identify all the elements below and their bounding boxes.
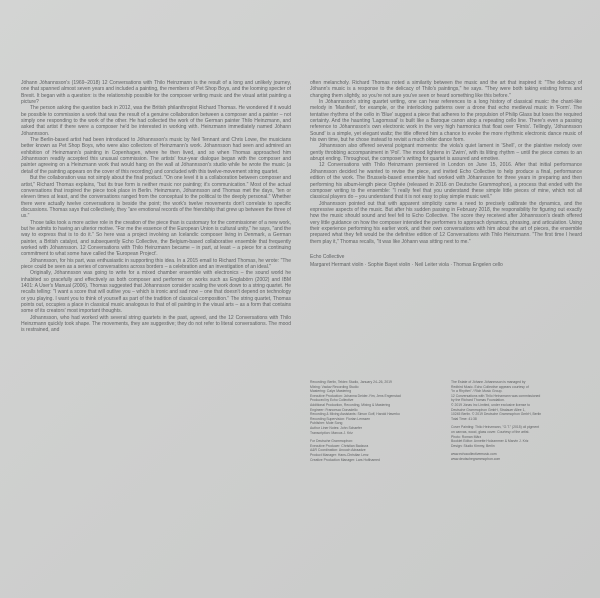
essay-left-column (21, 80, 291, 334)
credit-line: Mixing: Vaclav Recording Studio (310, 384, 359, 389)
credit-line: Publisher: Mute Song (310, 421, 343, 426)
credit-line: For Deutsche Grammophon: (310, 439, 353, 444)
credit-line: Recording & Mixing Assistants: Simon Goff, Harold Haverko (310, 412, 400, 417)
credit-line: Creative Production Manager: Lars Holthamed (310, 457, 380, 462)
credit-line: Photo: Roman März (451, 434, 482, 439)
ensemble-members: Margaret Hermant violin · Sophie Bayet violin · Neil Leiter viola · Thomas Engelen cello (310, 261, 503, 268)
essay-paragraph: The Berlin-based artist had been introduced to Jóhannsson's music by Neil Tennant and Chris Lowe, the musicians better known as Pet Shop Boys, who were also collectors of Heinzmann's work. Jóhannsson had seen and admired an exhibition of Heinzmann's painting in Copenhagen, where he then lived, and so when Thomas approached him Jóhannsson readily accepted this unusual commission. The artists' four-year dialogue began with the composer and painter agreeing on a Heinzmann work that would hang on the wall at Jóhannsson's studio while he wrote the music (a detail of the painting appears on the cover of this recording) and concluded with this twelve-movement string quartet. (21, 137, 291, 175)
essay-right-column (310, 80, 582, 269)
credit-line: Produced by Echo Collective (310, 398, 354, 403)
credit-line: A&R Coordination: Anouch Adraadze (310, 448, 366, 453)
credit-line: Transcription: Marcus J. Kriz (310, 430, 353, 435)
credit-line: Redbird Music. Echo Collective appears courtesy of (451, 384, 529, 389)
credit-line: Additional Production, Recording, Mixing & Mastering (310, 402, 391, 407)
credit-line: Mastering: Calyx Mastering (310, 389, 352, 394)
credit-line: Author Liner Notes: John Schaefer (310, 425, 363, 430)
essay-paragraph: Originally, Jóhannsson was going to write for a mixed chamber ensemble with electronics – the sound world he inhabited so gracefully and effectively as both composer and performer on works such as Englabörn (2002) and IBM 1401: A User's Manual (2006). Thomas suggested that Jóhannsson consider scaling the work down to a string quartet. He recalls telling: "I want a score that will outlive you – which is ironic and sad now – one that doesn't depend on technology or you playing. I want you to think of yourself as part of the tradition of classical composition." The string quartet, Thomas points out, occupies a place in classical music analogous to that of oil painting in the visual arts – as a form that contains some of its creators' most important thoughts. (21, 270, 291, 315)
credit-line: Recording: Berlin, Teldex Studio, January 24–26, 2019 (310, 380, 392, 384)
credit-line: "In a Rhythm" / Rich Music Group. (451, 389, 503, 394)
credit-line: Design: Studio Kimmy, Berlin (451, 443, 495, 448)
ensemble-name: Echo Collective (310, 253, 345, 260)
credit-line: Executive Producer: Christian Badzura (310, 443, 369, 448)
credit-line: by the Richard Thomas Foundation. (451, 398, 505, 403)
credits-left-column (310, 380, 441, 462)
ensemble-block (310, 254, 582, 269)
credit-line: Engineer: Francesco Donadello (310, 407, 358, 412)
website-link-echo[interactable]: www.echocollectivemusic.com (451, 452, 497, 457)
credit-line: Booklet Editor: Annette Holzammer & Marvin J. Kriz (451, 439, 529, 444)
credit-line: Recording Supervision: Florian Lenssen (310, 416, 371, 421)
website-link-dg[interactable]: www.deutschegrammophon.com (451, 456, 501, 461)
essay-paragraph: The person asking the question back in 2012, was the British philanthropist Richard Thomas. He wondered if it would be possible to commission a work that was the result of a genuine collaboration between a composer and a painter – not simply one responding to the work of the other. He had collected the work of the German painter Thilo Heinzmann, and asked that artist if there were a composer he'd be interested in working with. Heinzmann immediately named Jóhann Jóhannsson. (21, 105, 291, 137)
credits-right-column (451, 380, 582, 462)
essay-paragraph: Those talks took a more active role in the creation of the piece than is customary for the commissioner of a new work, but he admits to having an ulterior motive. "For me the essence of the European Union is cultural unity," he says, "and the way to express that is to do it." So here was a project involving an Icelandic composer living in Denmark, a German painter, a British catalyst, and subsequently Echo Collective, the Belgium-based collaborative ensemble that frequently worked with Jóhannsson. 12 Conversations with Thilo Heinzmann became – in part, at least – a piece for a continuing commitment to what some have called the 'European Project'. (21, 219, 291, 258)
credit-line: Executive Production: Johanna Deider-Yim, Jens Engenstad (310, 393, 401, 398)
essay-paragraph: 12 Conversations with Thilo Heinzmann premiered in London on June 15, 2016. After that initial performance Jóhannsson decided he wanted to revise the piece, and invited Echo Collective to help produce a final, performance edition of the work. The Brussels-based ensemble had worked with Jóhannsson for three years in preparing and then performing his album-length piece Orphée (released in 2016 on Deutsche Grammophon), a process that ended with the composer writing to the ensemble: "I really feel that you understand these simple little pieces of mine, which not all classical players do – you understand that it is not easy to play simple music well." (310, 162, 582, 201)
essay-paragraph: Jóhannsson, who had worked with several string quartets in the past, agreed, and the 12 Conversations with Thilo Heinzmann quickly took shape. The movements, they are suggestive; they do not refer to literal conversations. The mood is restrained, and (21, 314, 291, 334)
credit-line: 10245 Berlin. © 2019 Deutsche Grammophon GmbH, Berlin (451, 412, 542, 417)
essay-paragraph: In Jóhannsson's string quartet writing, one can hear references to a long history of classical music: the chant-like melody in 'Manifest', for example, or the interlocking patterns over a drone that echo medieval music in 'Form'. The tentative rhythms of the cello in 'Blue' suggest a piece that adheres to the propulsion of Philip Glass but loses the required certainty. And the haunting 'Lagomssal' is built like a Baroque canon atop a repeating cello line. There's even a passing reference to Jóhannsson's own electronic work in the very high harmonics that float over 'Firnis'. Tellingly, 'Jóhannsson Sound' is a simple, yet elegant waltz; the title offered him a chance to evoke the more rhythmic electronic dance music of his own time, but he chose instead to revisit a much older dance form. (310, 99, 582, 144)
credit-line: Total Time: 41:38 (451, 416, 477, 421)
essay-paragraph: Jóhannsson pointed out that with apparent simplicity came a need to precisely calibrate the dynamics, and the expressive aspects of the music. But after his sudden passing in February 2018, the responsibility for figuring out exactly how the music should sound and feel fell to Echo Collective. The score they received after Jóhannsson's death offered very little guidance on how the composer intended the performers to approach dynamics, phrasing, and articulation. Using their experience performing his earlier work, and their own conversations with him about the art of pieces, the ensemble prepared what they felt would be the definitive edition of 12 Conversations with Thilo Heinzmann. "The first time I heard them play it," Thomas recalls, "it was like Jóhann was sitting next to me." (310, 200, 582, 245)
credit-line: on canvas, wood, glass cover. Courtesy of the artist. (451, 429, 530, 434)
credits-block (310, 380, 582, 462)
essay-paragraph: Jóhann Jóhannsson's (1969–2018) 12 Conversations with Thilo Heinzmann is the result of a long and unlikely journey, one that spanned almost seven years and included a painting, the members of Pet Shop Boys, and the looming specter of Brexit. It began with a question: is the relationship possible for the composer writing music and the visual artist painting a picture? (21, 80, 291, 106)
credit-line: 12 Conversations with Thilo Heinzmann was commissioned (451, 393, 541, 398)
credit-line: Cover Painting: Thilo Heinzmann, "O.T." (2015) oil pigment (451, 425, 540, 430)
essay-paragraph: But the collaboration was not simply about the final product. "On one level it is a collaboration between composer and artist," Richard Thomas explains, "but its true form is neither music nor painting; it's communication." Most of the actual conversations that inspired the piece took place in Berlin. Heinzmann, Jóhannsson and Thomas met the days, "ten or eleven times at least, and the conversations ranged from the conceptual to the political to the deeply personal." Whether there were actually twelve conversations is beside the point; the work's twelve movements don't correlate to specific discussions. Thomas says that collectively, they "are emotional records of the friendship that grew up between the three of us." (21, 175, 291, 220)
credit-line: Product Manager: Hans-Christian Lenz (310, 452, 369, 457)
credit-line: © 2019 Jónas Inc Limited, under exclusive license to (451, 402, 531, 407)
credit-line: Deutsche Grammophon GmbH, Stralauer Allee 1, (451, 407, 526, 412)
credit-line: The Estate of Jóhann Jóhannsson is managed by (451, 380, 526, 384)
essay-paragraph: often melancholy. Richard Thomas noted a similarity between the music and the art that inspired it: "The delicacy of Jóhann's music is a response to the delicacy of Thilo's paintings," he says. "They were both taking existing forms and changing them slightly, so you're not sure you've seen or heard something like this before." (310, 80, 582, 99)
essay-paragraph: Jóhannsson also offered several poignant moments: the viola's quiet lament in 'Shell', or the plaintive melody over gently throbbing accompaniment in 'Pol'. The mood lightens in 'Zwirn', with its lilting rhythm – until the piece comes to an abrupt ending. Throughout, the composer's writing for quartet is assured and emotive. (310, 143, 582, 163)
essay-paragraph: Jóhannsson, for his part, was enthusiastic in supporting this idea. In a 2015 email to Richard Thomas, he wrote: "The piece could be seen as a series of conversations across borders – a celebration and an investigation of an ideal." (21, 257, 291, 270)
